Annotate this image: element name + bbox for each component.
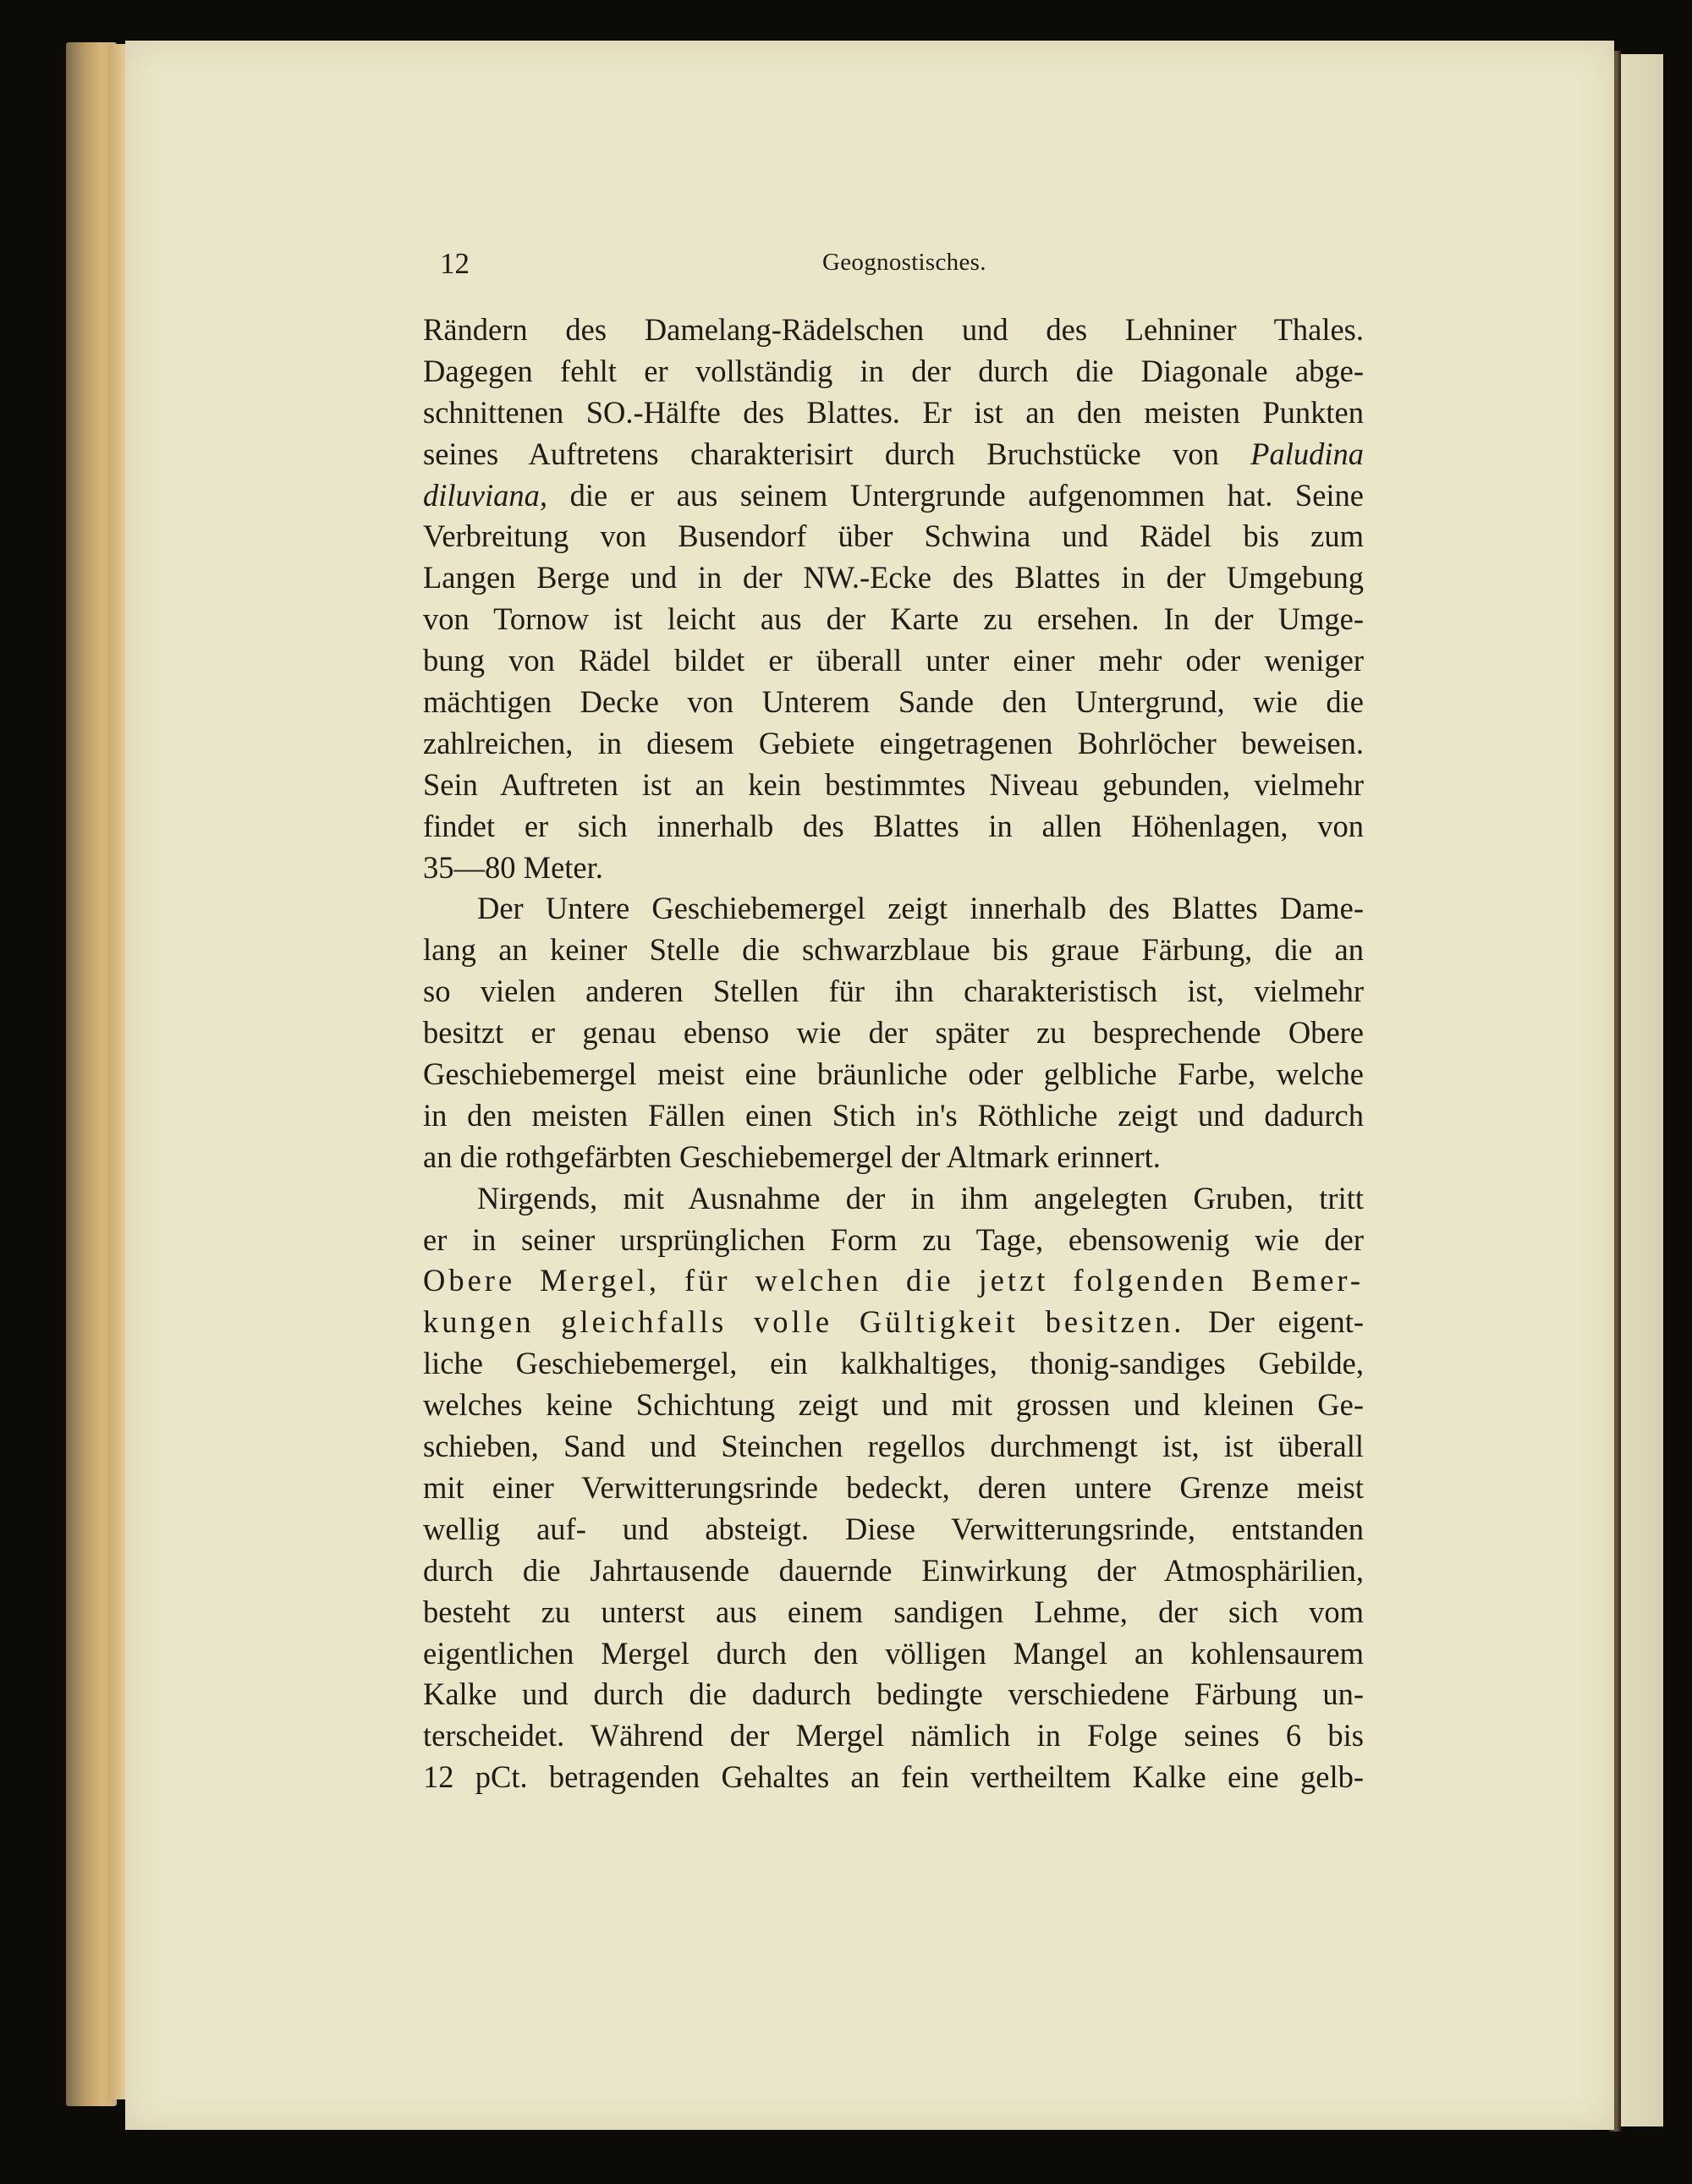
text-run: Der eigent- xyxy=(1184,1304,1364,1340)
text-line: Der Untere Geschiebemergel zeigt innerhalb des Blattes Dame- xyxy=(477,891,1364,926)
page-content xyxy=(423,247,1364,1798)
text-line: Rändern des Damelang-Rädelschen und des Lehniner Thales. xyxy=(423,312,1364,347)
text-line: er in seiner ursprünglichen Form zu Tage, ebensowenig wie der xyxy=(423,1221,1364,1257)
text-line: schieben, Sand und Steinchen regellos durchmengt ist, ist überall xyxy=(423,1429,1364,1464)
running-head xyxy=(440,247,1364,289)
species-name: diluviana, xyxy=(423,477,547,513)
text-line: Nirgends, mit Ausnahme der in ihm angelegten Gruben, tritt xyxy=(477,1180,1364,1215)
text-line xyxy=(423,1302,1364,1343)
text-line: Dagegen fehlt er vollständig in der durch die Diagonale abge- xyxy=(423,353,1364,388)
text-line: mächtigen Decke von Unterem Sande den Untergrund, wie die xyxy=(423,684,1364,720)
text-line: besteht zu unterst aus einem sandigen Lehme, der sich vom xyxy=(423,1594,1364,1629)
text-line: welches keine Schichtung zeigt und mit grossen und kleinen Ge- xyxy=(423,1387,1364,1423)
text-line: wellig auf- und absteigt. Diese Verwitterungsrinde, entstanden xyxy=(423,1511,1364,1546)
text-line: terscheidet. Während der Mergel nämlich in Folge seines 6 bis xyxy=(423,1718,1364,1753)
text-line: mit einer Verwitterungsrinde bedeckt, deren untere Grenze meist xyxy=(423,1469,1364,1505)
paragraph-3 xyxy=(423,1178,1364,1798)
page-number: 12 xyxy=(440,247,470,280)
text-run: die er aus seinem Untergrunde aufgenommen hat. Seine xyxy=(547,477,1364,513)
text-line: lang an keiner Stelle die schwarzblaue bis graue Färbung, die an xyxy=(423,932,1364,968)
page-stack-edge xyxy=(108,44,127,2099)
running-title: Geognostisches. xyxy=(822,249,986,276)
text-line: Geschiebemergel meist eine bräunliche oder gelbliche Farbe, welche xyxy=(423,1056,1364,1092)
text-line: Kalke und durch die dadurch bedingte verschiedene Färbung un- xyxy=(423,1676,1364,1712)
text-line: Verbreitung von Busendorf über Schwina und Rädel bis zum xyxy=(423,519,1364,554)
text-line: besitzt er genau ebenso wie der später zu besprechende Obere xyxy=(423,1015,1364,1051)
body-text xyxy=(423,310,1364,1798)
text-line: so vielen anderen Stellen für ihn charakteristisch ist, vielmehr xyxy=(423,974,1364,1009)
text-line xyxy=(423,434,1364,475)
text-line: liche Geschiebemergel, ein kalkhaltiges, thonig-sandiges Gebilde, xyxy=(423,1346,1364,1381)
spaced-emphasis: kungen gleichfalls volle Gültigkeit besitzen. xyxy=(423,1304,1185,1340)
text-line: eigentlichen Mergel durch den völligen Mangel an kohlensaurem xyxy=(423,1635,1364,1671)
text-line: in den meisten Fällen einen Stich in's Röthliche zeigt und dadurch xyxy=(423,1097,1364,1133)
text-run: seines Auftretens charakterisirt durch Bruchstücke von xyxy=(423,436,1251,471)
text-line xyxy=(423,475,1364,517)
text-line: Langen Berge und in der NW.-Ecke des Blattes in der Umgebung xyxy=(423,560,1364,595)
text-line: an die rothgefärbten Geschiebemergel der Altmark erinnert. xyxy=(423,1139,1161,1174)
text-line: schnittenen SO.-Hälfte des Blattes. Er ist an den meisten Punkten xyxy=(423,394,1364,430)
text-line: findet er sich innerhalb des Blattes in allen Höhenlagen, von xyxy=(423,808,1364,843)
text-line: 35—80 Meter. xyxy=(423,849,603,885)
text-line: bung von Rädel bildet er überall unter einer mehr oder weniger xyxy=(423,643,1364,678)
text-line: Sein Auftreten ist an kein bestimmtes Niveau gebunden, vielmehr xyxy=(423,766,1364,802)
paragraph-2 xyxy=(423,888,1364,1177)
text-line: Obere Mergel, für welchen die jetzt folgenden Bemer- xyxy=(423,1263,1364,1298)
text-line: 12 pCt. betragenden Gehaltes an fein vertheiltem Kalke eine gelb- xyxy=(423,1759,1364,1795)
text-line: von Tornow ist leicht aus der Karte zu ersehen. In der Umge- xyxy=(423,601,1364,637)
text-line: zahlreichen, in diesem Gebiete eingetragenen Bohrlöcher beweisen. xyxy=(423,725,1364,760)
paragraph-1 xyxy=(423,310,1364,888)
species-name: Paludina xyxy=(1250,436,1364,471)
text-line: durch die Jahrtausende dauernde Einwirkung der Atmosphärilien, xyxy=(423,1552,1364,1588)
next-page-edge xyxy=(1621,54,1663,2126)
